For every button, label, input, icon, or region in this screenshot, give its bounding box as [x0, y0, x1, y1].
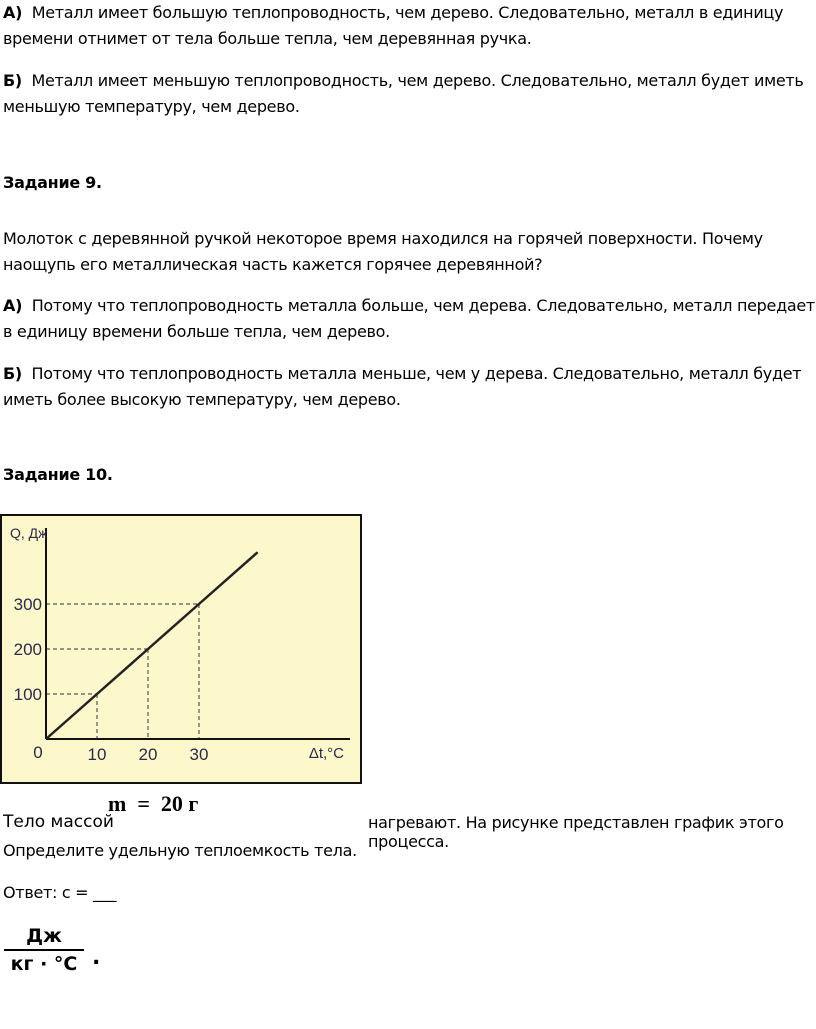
task10-text-right: нагревают. На рисунке представлен график этого процесса.: [368, 813, 784, 851]
y-tick-300: 300: [13, 595, 42, 614]
task9-answer-b: Б) Потому что теплопроводность металла меньше, чем у дерева. Следовательно, металл будет иметь более высокую температуру, чем дерево.: [3, 364, 802, 409]
x-tick-20: 20: [138, 745, 158, 764]
unit-period: .: [92, 945, 101, 970]
x-tick-10: 10: [87, 745, 107, 764]
y-axis-label: Q, Дж: [10, 525, 48, 541]
answer-b-prev: Б) Металл имеет меньшую теплопроводность, чем дерево. Следовательно, металл будет иметь меньшую температуру, чем дерево.: [3, 71, 804, 116]
task10-text-line2: Определите удельную теплоемкость тела.: [3, 841, 357, 860]
task9-question: Молоток с деревянной ручкой некоторое время находился на горячей поверхности. Почему наощупь его металлическая часть кажется горячее деревянной?: [3, 229, 763, 274]
mass-formula: m = 20 г: [108, 791, 199, 816]
unit-numerator: Дж: [26, 925, 62, 947]
origin-label: 0: [33, 743, 43, 762]
task9-heading: Задание 9.: [3, 173, 102, 192]
answer-a-prev: А) Металл имеет большую теплопроводность, чем дерево. Следовательно, металл в единицу времени отнимет от тела больше тепла, чем деревянная ручка.: [3, 3, 784, 48]
y-tick-100: 100: [13, 685, 42, 704]
task9-answer-a: А) Потому что теплопроводность металла больше, чем дерева. Следовательно, металл передает в единицу времени больше тепла, чем дерево.: [3, 296, 815, 341]
unit-denominator: кг · °С: [10, 953, 78, 975]
task10-heading: Задание 10.: [3, 465, 113, 484]
task10-answer: Ответ: с = ___: [3, 883, 117, 902]
task10-text-left: Тело массой: [3, 812, 114, 832]
y-tick-200: 200: [13, 640, 42, 659]
x-axis-label: Δt,°C: [308, 745, 344, 762]
heat-chart: [0, 514, 362, 784]
unit-fraction: [4, 925, 84, 975]
heat-chart-svg: [0, 514, 362, 784]
x-tick-30: 30: [189, 745, 209, 764]
